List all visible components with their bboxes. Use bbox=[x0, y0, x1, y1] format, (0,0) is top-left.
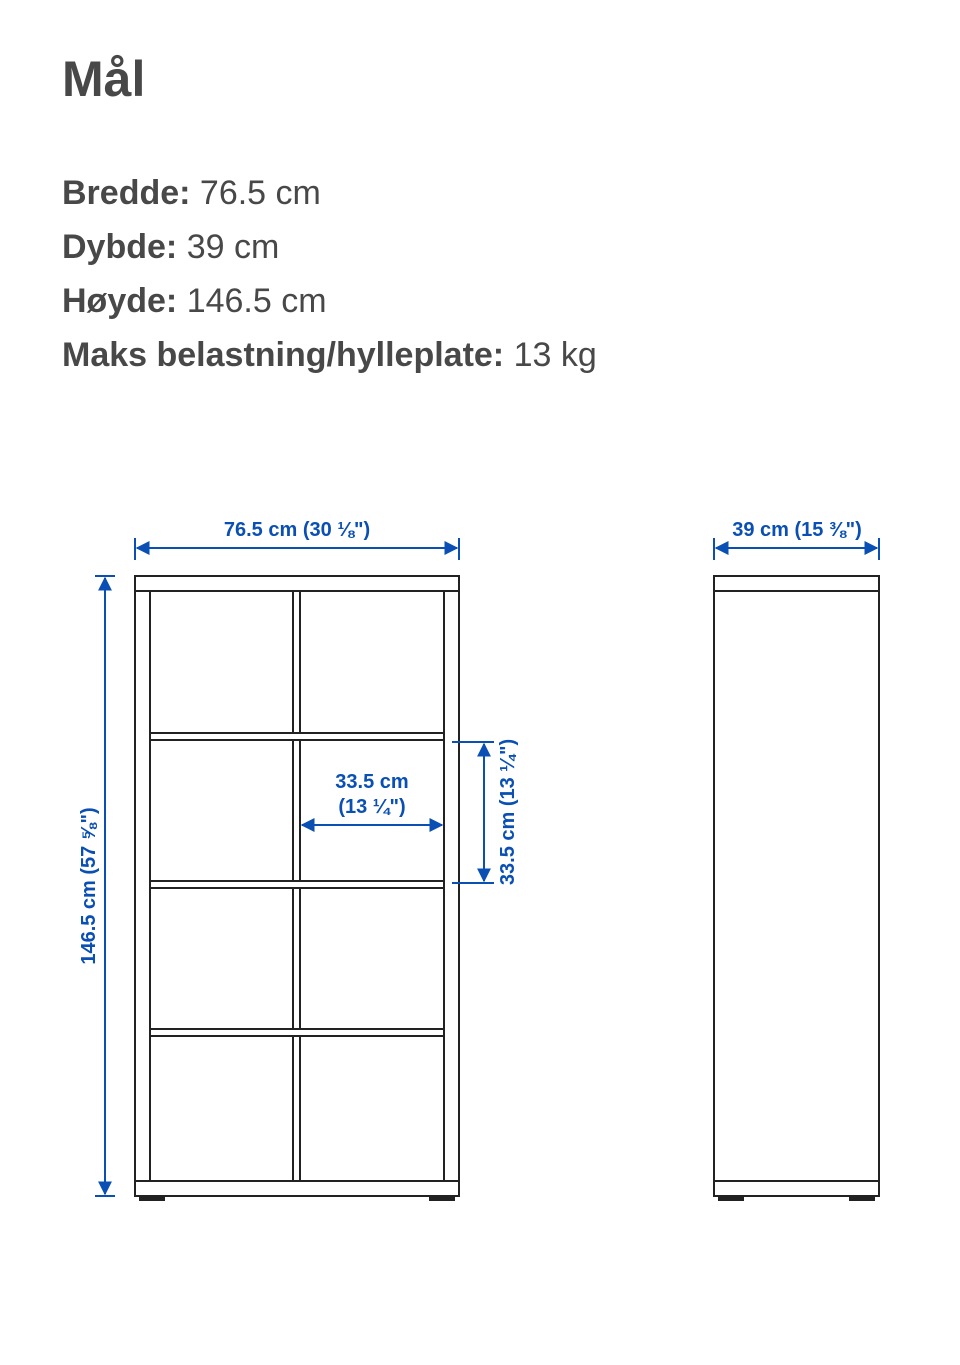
shelf-1 bbox=[150, 733, 444, 740]
spec-value: 39 cm bbox=[186, 228, 280, 266]
spec-depth bbox=[62, 220, 597, 274]
spec-label: Dybde: bbox=[62, 228, 178, 266]
foot-right bbox=[430, 1196, 454, 1200]
right-side-panel bbox=[444, 591, 459, 1181]
dimension-diagram bbox=[0, 490, 960, 1230]
spec-width bbox=[62, 166, 597, 220]
inner-width-label-line2: (13 ¼") bbox=[338, 796, 406, 818]
side-foot-left bbox=[719, 1196, 743, 1200]
side-depth-label: 39 cm (15 ⅜") bbox=[732, 519, 862, 541]
spec-label: Bredde: bbox=[62, 174, 191, 212]
spec-max-load bbox=[62, 328, 597, 382]
spec-label: Maks belastning/hylleplate: bbox=[62, 336, 505, 374]
left-side-panel bbox=[135, 591, 150, 1181]
page-title: Mål bbox=[62, 51, 146, 107]
shelf-3 bbox=[150, 1029, 444, 1036]
spec-label: Høyde: bbox=[62, 282, 178, 320]
side-panel bbox=[714, 591, 879, 1181]
spec-height bbox=[62, 274, 597, 328]
spec-value: 76.5 cm bbox=[199, 174, 321, 212]
spec-list bbox=[62, 166, 597, 382]
front-view-shelf bbox=[135, 576, 459, 1200]
foot-left bbox=[140, 1196, 164, 1200]
front-height-label: 146.5 cm (57 ⅝") bbox=[78, 807, 100, 965]
inner-width-label-line1: 33.5 cm bbox=[335, 771, 409, 793]
spec-value: 146.5 cm bbox=[186, 282, 327, 320]
front-width-label: 76.5 cm (30 ⅛") bbox=[223, 519, 371, 541]
bottom-board bbox=[135, 1181, 459, 1196]
shelf-2 bbox=[150, 881, 444, 888]
spec-value: 13 kg bbox=[513, 336, 597, 374]
side-bottom-board bbox=[714, 1181, 879, 1196]
side-top-board bbox=[714, 576, 879, 591]
inner-height-label: 33.5 cm (13 ¼") bbox=[497, 738, 519, 886]
side-foot-right bbox=[850, 1196, 874, 1200]
top-board bbox=[135, 576, 459, 591]
side-view-shelf bbox=[714, 576, 879, 1200]
